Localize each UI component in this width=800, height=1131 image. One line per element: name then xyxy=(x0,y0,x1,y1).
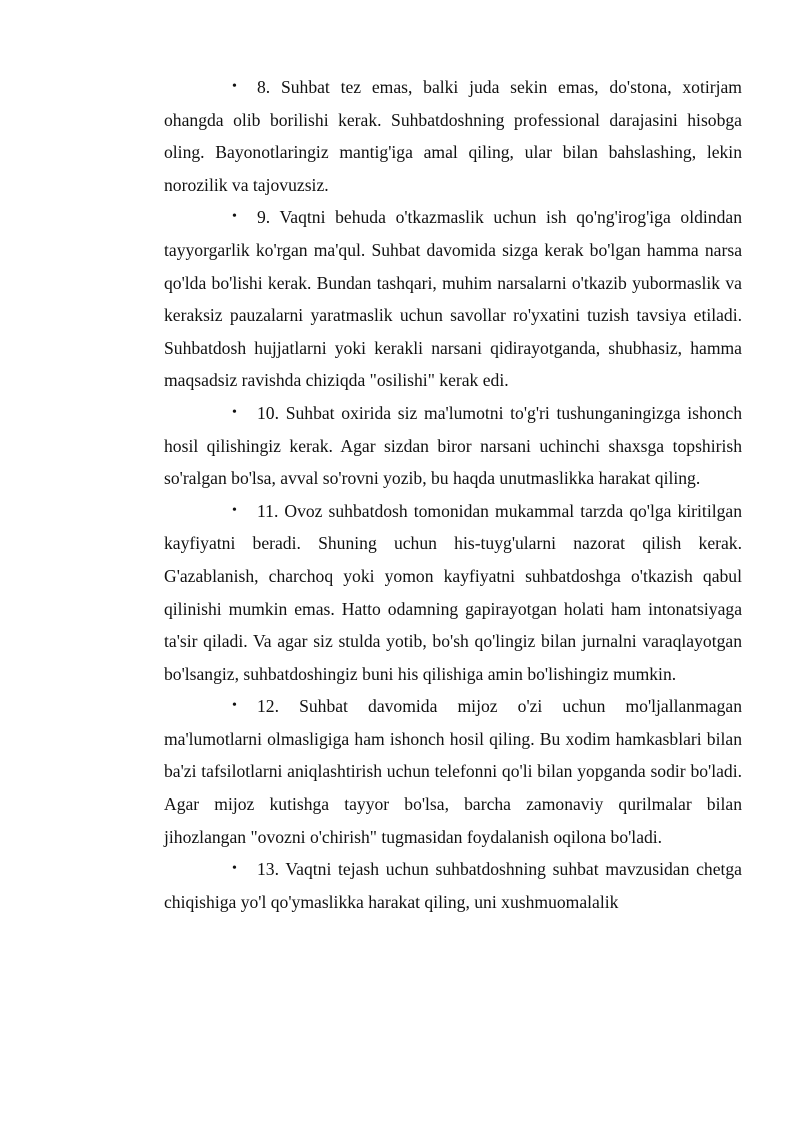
list-item-11 xyxy=(164,495,742,691)
bullet-icon: • xyxy=(232,209,237,225)
list-item-text: 11. Ovoz suhbatdosh tomonidan mukammal tarzda qo'lga kiritilgan kayfiyatni beradi. Shuning uchun his-tuyg'ularni nazorat qilish kerak. G'azablanish, charchoq yoki yomon kayfiyatni suhbatdoshga o'tkazish qabul qilinishi mumkin emas. Hatto odamning gapirayotgan holati ham intonatsiyaga ta'sir qiladi. Va agar siz stulda yotib, bo'sh qo'lingiz bilan jurnalni varaqlayotgan bo'lsangiz, suhbatdoshingiz buni his qilishiga amin bo'lishingiz mumkin. xyxy=(164,500,742,684)
list-item-text: 8. Suhbat tez emas, balki juda sekin emas, do'stona, xotirjam ohangda olib borilishi kerak. Suhbatdoshning professional darajasini hisobga oling. Bayonotlaringiz mantig'iga amal qiling, ular bilan bahslashing, lekin norozilik va tajovuzsiz. xyxy=(164,77,742,195)
list-item-12 xyxy=(164,690,742,853)
list-item-text: 13. Vaqtni tejash uchun suhbatdoshning suhbat mavzusidan chetga chiqishiga yo'l qo'ymaslikka harakat qiling, uni xushmuomalalik xyxy=(164,859,742,912)
bullet-icon: • xyxy=(232,861,237,877)
bullet-icon: • xyxy=(232,404,237,420)
list-item-10 xyxy=(164,397,742,495)
list-item-text: 12. Suhbat davomida mijoz o'zi uchun mo'ljallanmagan ma'lumotlarni olmasligiga ham ishonch hosil qiling. Bu xodim hamkasblari bilan ba'zi tafsilotlarni aniqlashtirish uchun telefonni qo'li bilan yopganda sodir bo'ladi. Agar mijoz kutishga tayyor bo'lsa, barcha zamonaviy qurilmalar bilan jihozlangan "ovozni o'chirish" tugmasidan foydalanish oqilona bo'ladi. xyxy=(164,696,742,847)
bullet-icon: • xyxy=(232,502,237,518)
document-body xyxy=(164,71,742,918)
list-item-text: 10. Suhbat oxirida siz ma'lumotni to'g'ri tushunganingizga ishonch hosil qilishingiz kerak. Agar sizdan biror narsani uchinchi shaxsga topshirish so'ralgan bo'lsa, avval so'rovni yozib, bu haqda unutmaslikka harakat qiling. xyxy=(164,402,742,489)
list-item-13 xyxy=(164,853,742,918)
bullet-icon: • xyxy=(232,698,237,714)
list-item-9 xyxy=(164,201,742,397)
list-item-text: 9. Vaqtni behuda o'tkazmaslik uchun ish qo'ng'irog'iga oldindan tayyorgarlik ko'rgan ma'qul. Suhbat davomida sizga kerak bo'lgan hamma narsa qo'lda bo'lishi kerak. Bundan tashqari, muhim narsalarni o'tkazib yubormaslik va keraksiz pauzalarni yaratmaslik uchun savollar ro'yxatini tuzish tavsiya etiladi. Suhbatdosh hujjatlarni yoki kerakli narsani qidirayotganda, shubhasiz, hamma maqsadsiz ravishda chiziqda "osilishi" kerak edi. xyxy=(164,207,742,391)
list-item-8 xyxy=(164,71,742,201)
bullet-icon: • xyxy=(232,79,237,94)
